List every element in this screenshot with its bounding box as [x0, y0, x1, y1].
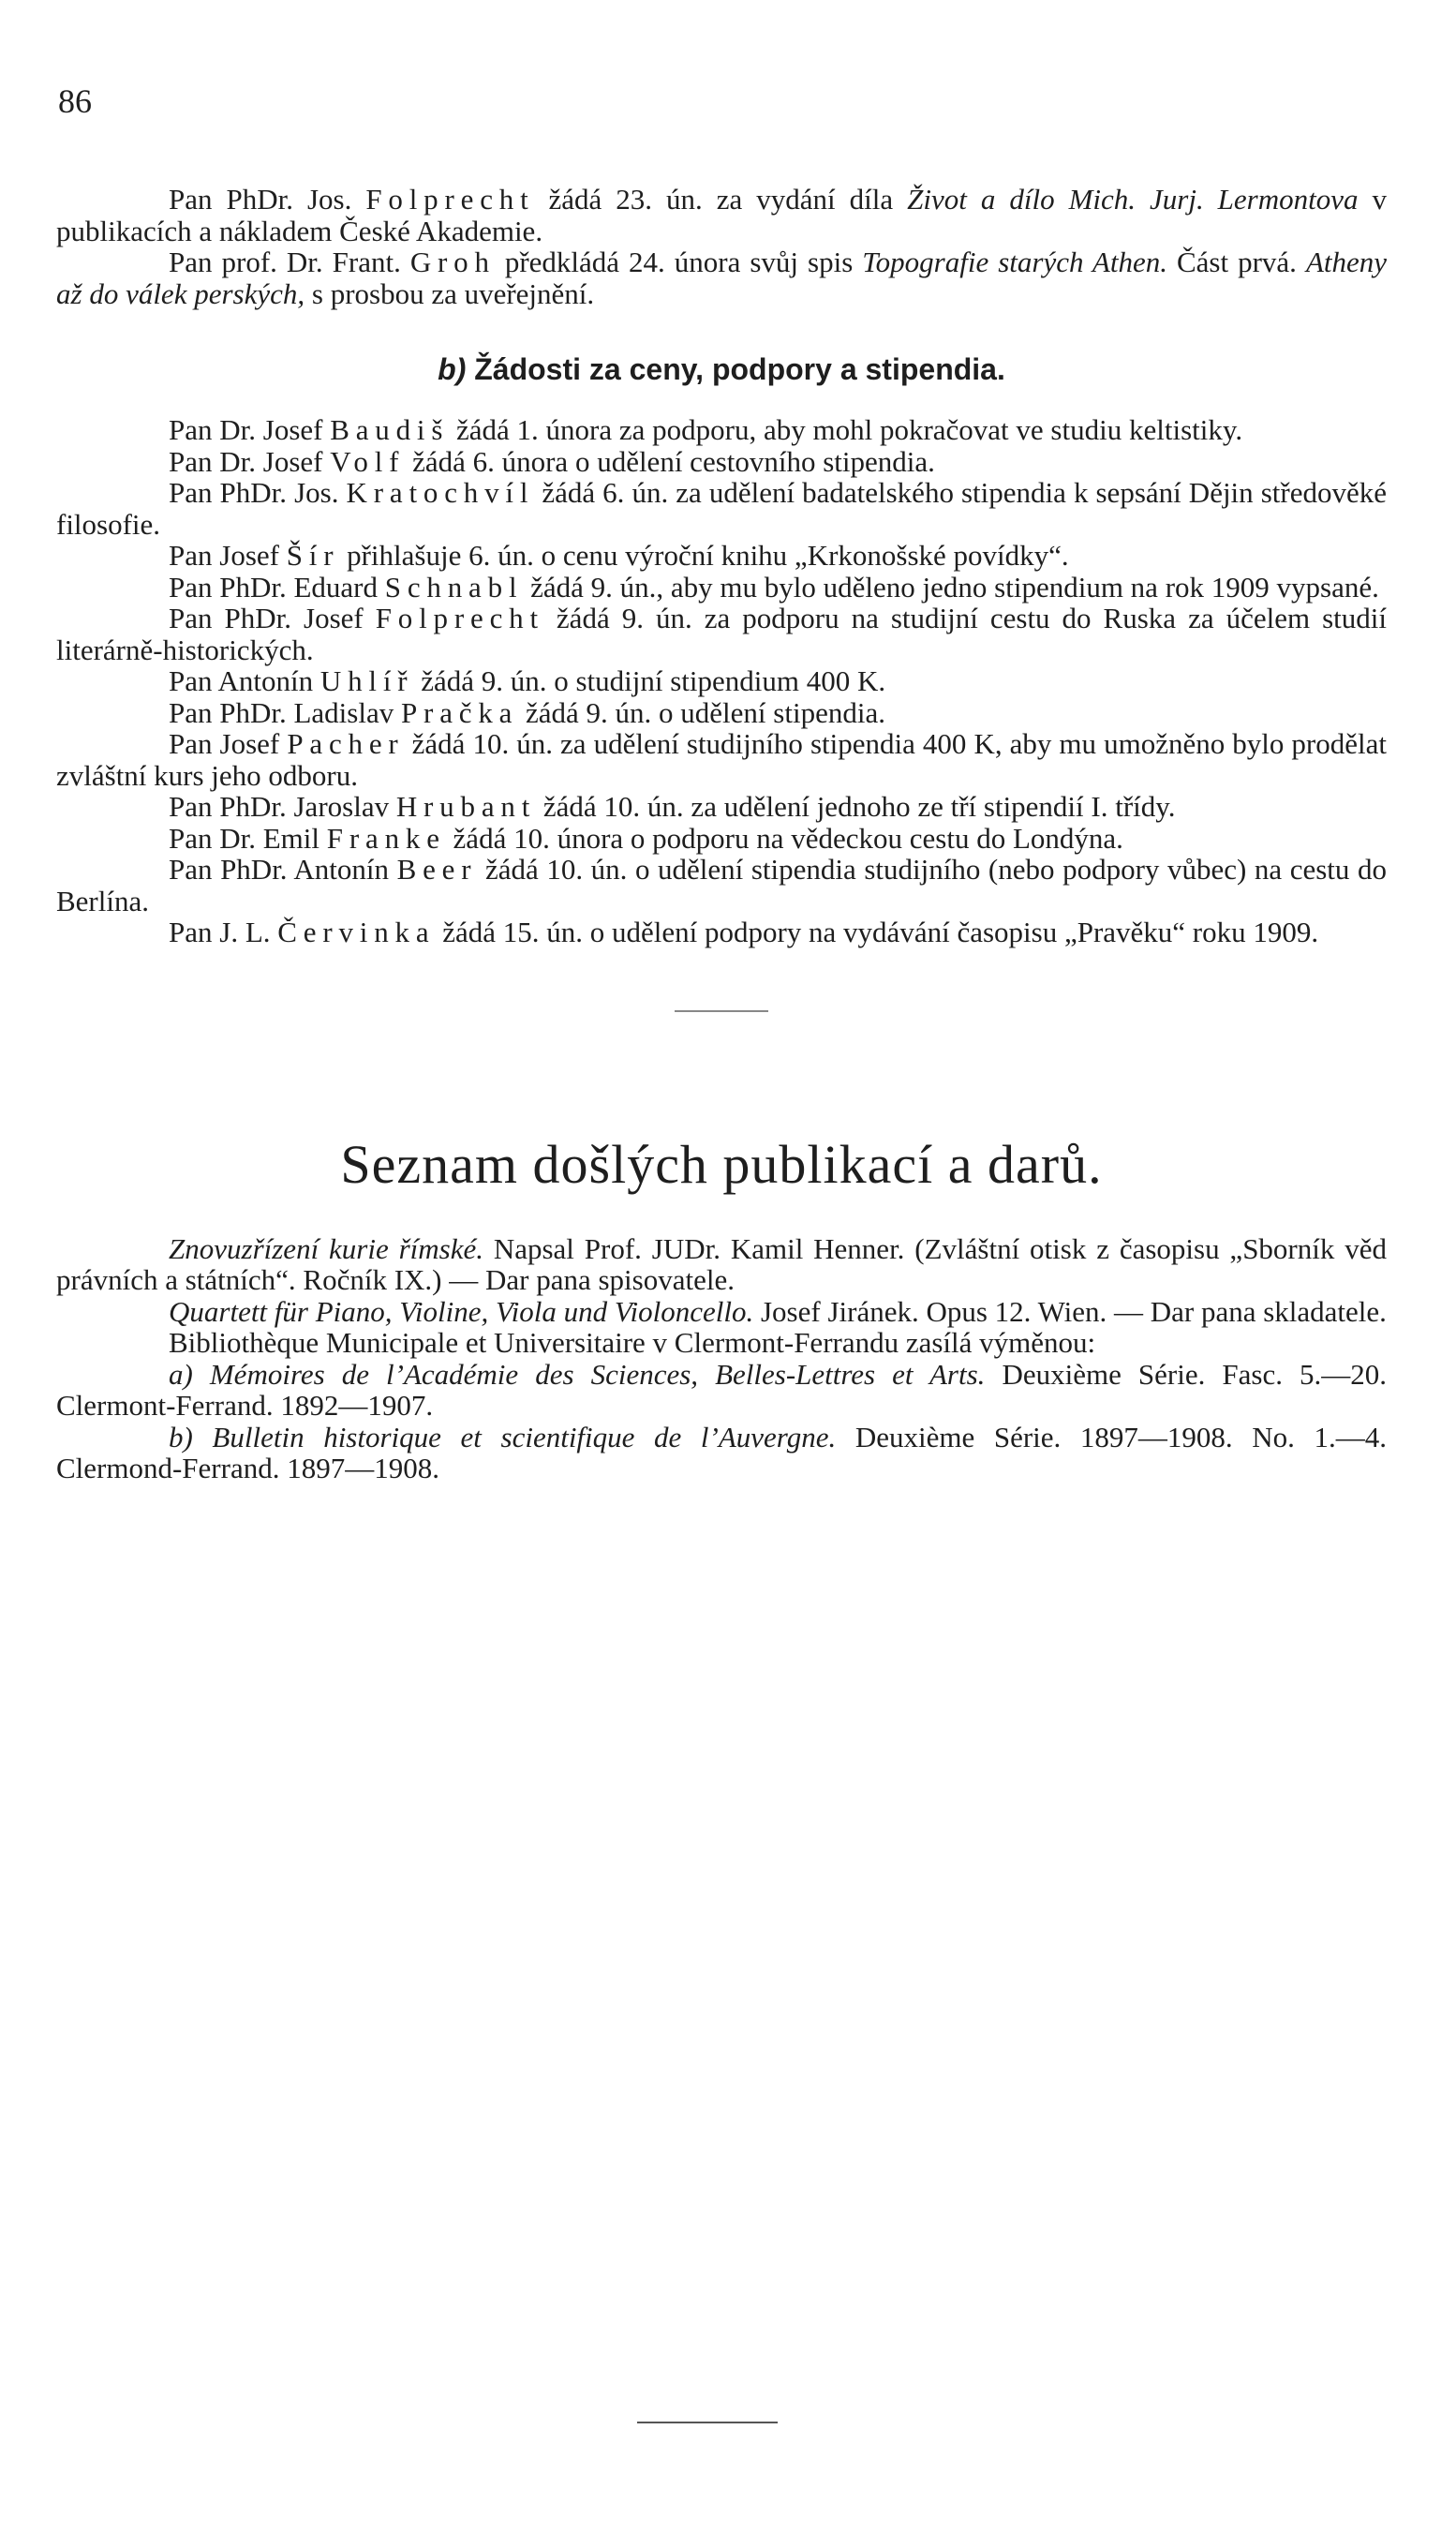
publication-entry: Bibliothèque Municipale et Universitaire v Clermont-Ferrandu zasílá výměnou: — [169, 1326, 1096, 1359]
person-name: Volf — [330, 444, 406, 478]
person-name: Schnabl — [384, 570, 524, 604]
person-name: Pračka — [401, 695, 519, 729]
person-name: Franke — [326, 821, 446, 855]
publication-entry: Znovuzřízení kurie římské. Napsal Prof. JUDr. Kamil Henner. (Zvláštní otisk z časopisu „Sborník věd právních a státních“. Ročník IX.) — Dar pana spisovatele. — [56, 1231, 1387, 1296]
publication-entry: b) Bulletin historique et scientifique de l’Auvergne. Deuxième Série. 1897—1908. No. 1.—4. Clermond-Ferrand. 1897—1908. — [56, 1420, 1387, 1484]
work-title: Atheny až do válek perských, — [56, 246, 1388, 310]
person-name: Kratochvíl — [346, 476, 535, 509]
request-entry: Pan PhDr. Jaroslav Hrubant žádá 10. ún. za udělení jednoho ze tří stipendií I. třídy. — [169, 790, 1176, 823]
person-name: Baudiš — [330, 413, 450, 446]
request-entry: Pan Dr. Emil Franke žádá 10. února o podporu na vědeckou cestu do Londýna. — [169, 821, 1123, 855]
section-heading — [56, 350, 1387, 388]
intro-paragraph: Pan PhDr. Jos. Folprecht žádá 23. ún. za vydání díla Život a dílo Mich. Jurj. Lermontova v publikacích a nákladem České Akademie. — [56, 183, 1388, 247]
request-entry: Pan Josef Šír přihlašuje 6. ún. o cenu výroční knihu „Krkonošské povídky“. — [169, 539, 1069, 572]
person-name: Beer — [396, 853, 478, 886]
section-label: b) — [438, 352, 467, 386]
person-name: Groh — [409, 246, 496, 278]
person-name: Uhlíř — [319, 664, 414, 697]
request-entry: Pan Dr. Josef Volf žádá 6. února o udělení cestovního stipendia. — [169, 444, 935, 478]
request-entry: Pan PhDr. Josef Folprecht žádá 9. ún. za podporu na studijní cestu do Ruska za účelem studií literárně-historických. — [56, 602, 1387, 666]
request-entry: Pan PhDr. Eduard Schnabl žádá 9. ún., aby mu bylo uděleno jedno stipendium na rok 1909 vypsané. — [169, 570, 1379, 604]
publications-title: Seznam došlých publikací a darů. — [340, 1133, 1103, 1195]
publication-title: a) Mémoires de l’Académie des Sciences, Belles-Lettres et Arts. — [169, 1357, 986, 1391]
publication-title: Znovuzřízení kurie římské. — [169, 1231, 483, 1265]
section-title: Žádosti za ceny, podpory a stipendia. — [474, 352, 1005, 386]
request-entry: Pan Antonín Uhlíř žádá 9. ún. o studijní stipendium 400 K. — [169, 664, 886, 697]
request-entry: Pan J. L. Červinka žádá 15. ún. o udělení podpory na vydávání časopisu „Pravěku“ roku 1909. — [169, 916, 1319, 948]
publication-entry: Quartett für Piano, Violine, Viola und Violoncello. Josef Jiránek. Opus 12. Wien. — Dar pana skladatele. — [169, 1294, 1387, 1328]
page-number: 86 — [58, 82, 92, 120]
publication-title: Quartett für Piano, Violine, Viola und Violoncello. — [169, 1294, 754, 1328]
person-name: Červinka — [277, 916, 436, 948]
text-column — [56, 184, 1387, 1484]
section-divider — [675, 1010, 768, 1012]
person-name: Hrubant — [395, 790, 537, 823]
request-entry: Pan Dr. Josef Baudiš žádá 1. února za podporu, aby mohl pokračovat ve studiu keltistiky. — [169, 413, 1243, 446]
person-name: Pacher — [287, 727, 405, 760]
person-name: Folprecht — [375, 602, 544, 634]
request-entry: Pan Josef Pacher žádá 10. ún. za udělení studijního stipendia 400 K, aby mu umožněno bylo prodělat zvláštní kurs jeho odboru. — [56, 727, 1387, 792]
end-divider — [637, 2422, 778, 2423]
intro-paragraph: Pan prof. Dr. Frant. Groh předkládá 24. února svůj spis Topografie starých Athen. Část prvá. Atheny až do válek perských, s prosbou za uveřejnění. — [56, 246, 1388, 310]
request-entry: Pan PhDr. Jos. Kratochvíl žádá 6. ún. za udělení badatelského stipendia k sepsání Dějin středověké filosofie. — [56, 476, 1387, 541]
work-title: Život a dílo Mich. Jurj. Lermontova — [907, 183, 1359, 216]
person-name: Šír — [286, 539, 340, 572]
request-entry: Pan PhDr. Antonín Beer žádá 10. ún. o udělení stipendia studijního (nebo podpory vůbec) na cestu do Berlína. — [56, 853, 1387, 917]
work-title: Topografie starých Athen. — [862, 246, 1177, 278]
publication-title: b) Bulletin historique et scientifique de l’Auvergne. — [169, 1420, 837, 1453]
publication-entry: a) Mémoires de l’Académie des Sciences, Belles-Lettres et Arts. Deuxième Série. Fasc. 5.—20. Clermont-Ferrand. 1892—1907. — [56, 1357, 1387, 1422]
person-name: Folprecht — [365, 183, 535, 216]
request-entry: Pan PhDr. Ladislav Pračka žádá 9. ún. o udělení stipendia. — [169, 695, 885, 729]
